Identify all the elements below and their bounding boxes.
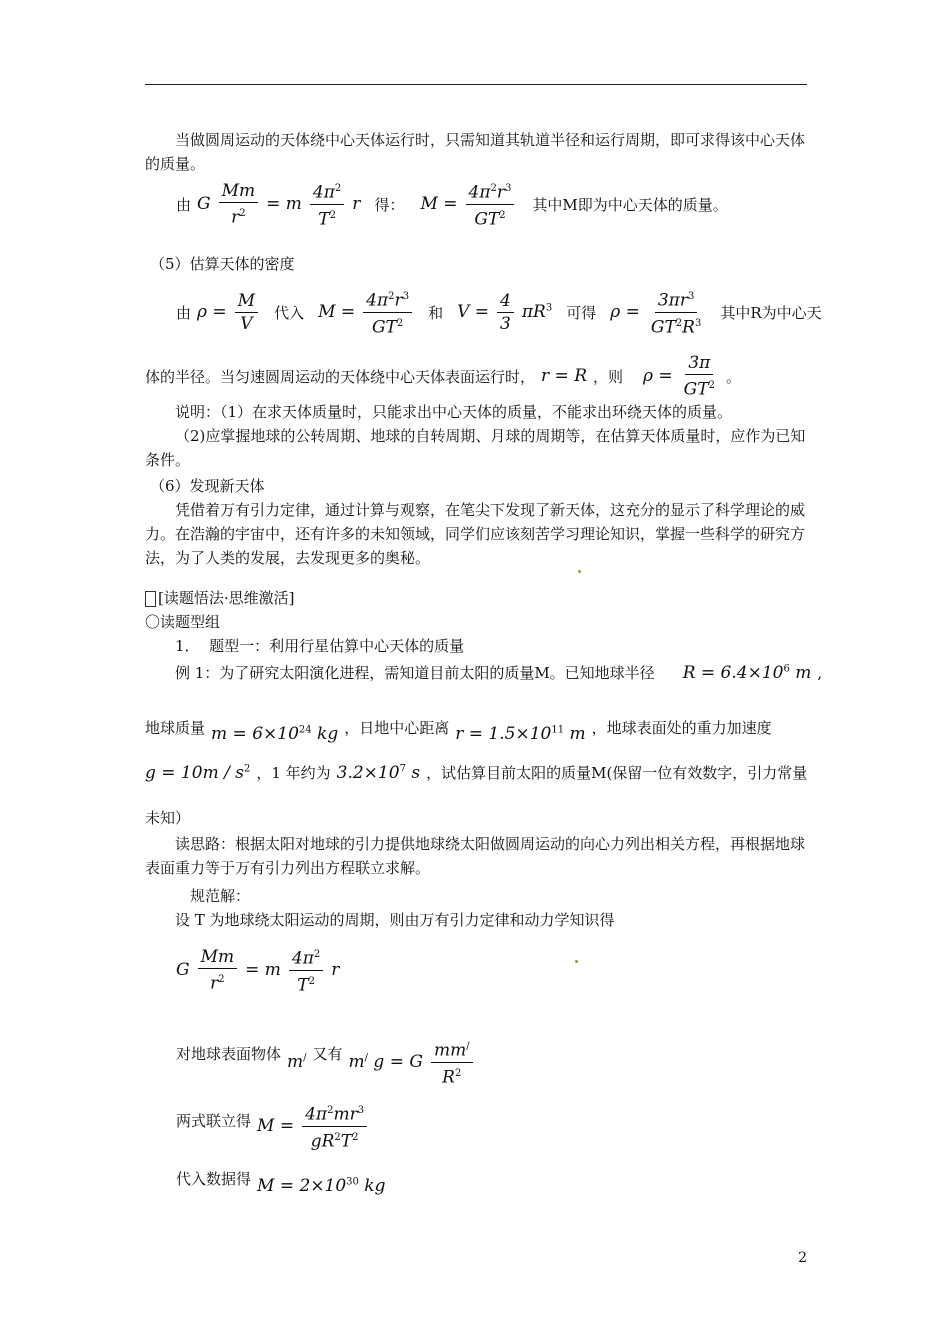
equation-gravity-centripetal: G $\frac{Mm}{r^2}$ = m $\frac{4\pi^2}{T^2}$ r [176, 946, 340, 996]
solution-label: 规范解： [190, 887, 251, 905]
section-title: [读题悟法·思维激活] [145, 586, 810, 610]
equation-mass: 由 G $\frac{Mm}{r^2}$ = m $\frac{4\pi^2}{T^2}$ r 得： M = $\frac{4\pi^2r^3}{GT^2}$ 其中M即为中心天体的质量。 [176, 180, 728, 230]
equation-density: 由 ρ = $\frac{M}{V}$ 代入 M = $\frac{4\pi^2r^3}{GT^2}$ 和 V = $\frac{4}{3}$ $\pi R^3$ 可得 ρ = $\frac{3\pi r^3}{GT^2R^3}$ 其中R为中心天 [176, 288, 822, 336]
solution-step-1: 设 T 为地球绕太阳运动的周期，则由万有引力定律和动力学知识得 [175, 911, 615, 929]
note-1: 说明：（1）在求天体质量时，只能求出中心天体的质量，不能求出环绕天体的质量。 [175, 403, 733, 421]
header-rule [145, 84, 807, 85]
heading-new-body: （6）发现新天体 [150, 477, 265, 495]
example-1-line-1: 例 1：为了研究太阳演化进程，需知道目前太阳的质量M。已知地球半径 $R = 6.4\times 10^6$ m , [175, 662, 823, 683]
decorative-dot [575, 960, 578, 963]
question-type-1: 1． 题型一：利用行星估算中心天体的质量 [175, 637, 465, 655]
checkbox-icon [145, 591, 156, 607]
example-1-line-3: $g = 10m / s^2$ ，1 年约为 $3.2\times 10^7$ s ，试估算目前太阳的质量M(保留一位有效数字，引力常量 [145, 762, 808, 783]
section-subtitle: 〇读题型组 [145, 613, 221, 631]
equation-surface: 对地球表面物体 m/ 又有 m/ g = G $\frac{mm^/}{R^2}$ [176, 1020, 475, 1086]
reasoning-paragraph: 读思路：根据太阳对地球的引力提供地球绕太阳做圆周运动的向心力列出相关方程，再根据地球表面重力等于万有引力列出方程联立求解。 [145, 835, 806, 877]
page-number: 2 [798, 1250, 807, 1266]
example-1-line-4: 未知） [145, 809, 191, 827]
paragraph-surface-orbit: 体的半径。当匀速圆周运动的天体绕中心天体表面运行时， r = R ，则 ρ = $\frac{3\pi}{GT^2}$ 。 [145, 353, 741, 400]
paragraph-mass-intro: 当做圆周运动的天体绕中心天体运行时，只需知道其轨道半径和运行周期，即可求得该中心天体的质量。 [145, 131, 806, 173]
equation-result: 代入数据得 $M = 2\times 10^{30}$ kg [176, 1169, 386, 1196]
example-1-line-2: 地球质量 $m = 6\times 10^{24}$ kg ，日地中心距离 $r = 1.5\times 10^{11}$ m ，地球表面处的重力加速度 [145, 718, 772, 744]
paragraph-discovery: 凭借着万有引力定律，通过计算与观察，在笔尖下发现了新天体，这充分的显示了科学理论的威力。在浩瀚的宇宙中，还有许多的未知领域，同学们应该刻苦学习理论知识，掌握一些科学的研究方法，为了人类的发展，去发现更多的奥秘。 [145, 501, 806, 567]
equation-combined: 两式联立得 M = $\frac{4\pi^2mr^3}{gR^2T^2}$ [176, 1090, 369, 1150]
decorative-dot [578, 570, 581, 573]
heading-density: （5）估算天体的密度 [150, 255, 295, 273]
note-2: （2)应掌握地球的公转周期、地球的自转周期、月球的周期等，在估算天体质量时，应作为已知条件。 [145, 427, 806, 469]
